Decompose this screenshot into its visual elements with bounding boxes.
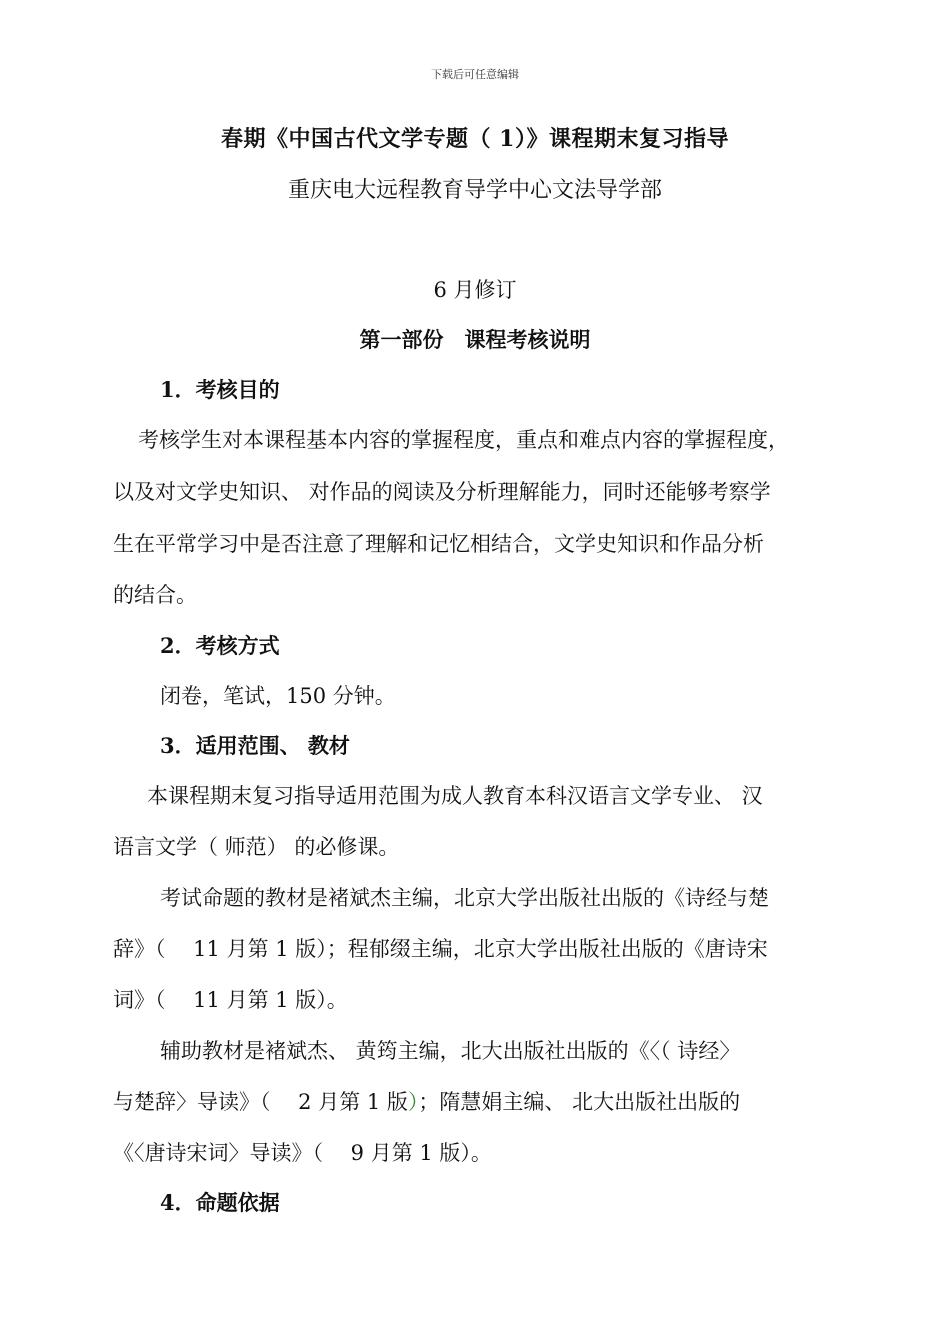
paragraph-line: 闭卷，笔试，150 分钟。: [160, 684, 396, 708]
part-heading: 第一部份 课程考核说明: [359, 327, 591, 352]
section-heading-4: 4．命题依据: [160, 1190, 280, 1215]
paragraph-line: 辞》（ 11 月第 1 版）；程郁缀主编，北京大学出版社出版的《唐诗宋: [113, 937, 768, 961]
paragraph-line: 辅助教材是褚斌杰、 黄筠主编，北大出版社出版的《〈（ 诗经〉: [160, 1039, 741, 1063]
header-note: 下载后可任意编辑: [431, 68, 519, 81]
document-title: 春期《中国古代文学专题（ 1）》课程期末复习指导: [221, 126, 729, 152]
section-heading-2: 2．考核方式: [160, 633, 280, 658]
document-subtitle: 重庆电大远程教育导学中心文法导学部: [287, 178, 662, 203]
paragraph-line: [113, 1086, 740, 1116]
paragraph-line: 考核学生对本课程基本内容的掌握程度，重点和难点内容的掌握程度，: [138, 428, 789, 452]
section-heading-3: 3．适用范围、 教材: [160, 733, 350, 758]
paragraph-line: 以及对文学史知识、 对作品的阅读及分析理解能力，同时还能够考察学: [113, 480, 771, 504]
section-heading-1: 1．考核目的: [160, 377, 280, 402]
text-run: ；隋慧娟主编、 北大出版社出版的: [418, 1090, 741, 1114]
revision-note: 6 月修订: [433, 278, 517, 302]
paragraph-line: 的结合。: [113, 583, 197, 607]
paragraph-line: 词》（ 11 月第 1 版）。: [113, 988, 348, 1012]
paragraph-line: 语言文学（ 师范） 的必修课。: [113, 835, 400, 859]
paragraph-line: 本课程期末复习指导适用范围为成人教育本科汉语言文学专业、 汉: [147, 784, 763, 808]
paragraph-line: 考试命题的教材是褚斌杰主编，北京大学出版社出版的《诗经与楚: [160, 886, 769, 910]
paragraph-line: 《〈唐诗宋词〉导读》（ 9 月第 1 版）。: [113, 1141, 492, 1165]
paragraph-line: 生在平常学习中是否注意了理解和记忆相结合，文学史知识和作品分析: [113, 532, 764, 556]
text-run: 与楚辞〉导读》（ 2 月第 1 版: [113, 1090, 408, 1114]
text-run-green: ）: [407, 1090, 419, 1114]
